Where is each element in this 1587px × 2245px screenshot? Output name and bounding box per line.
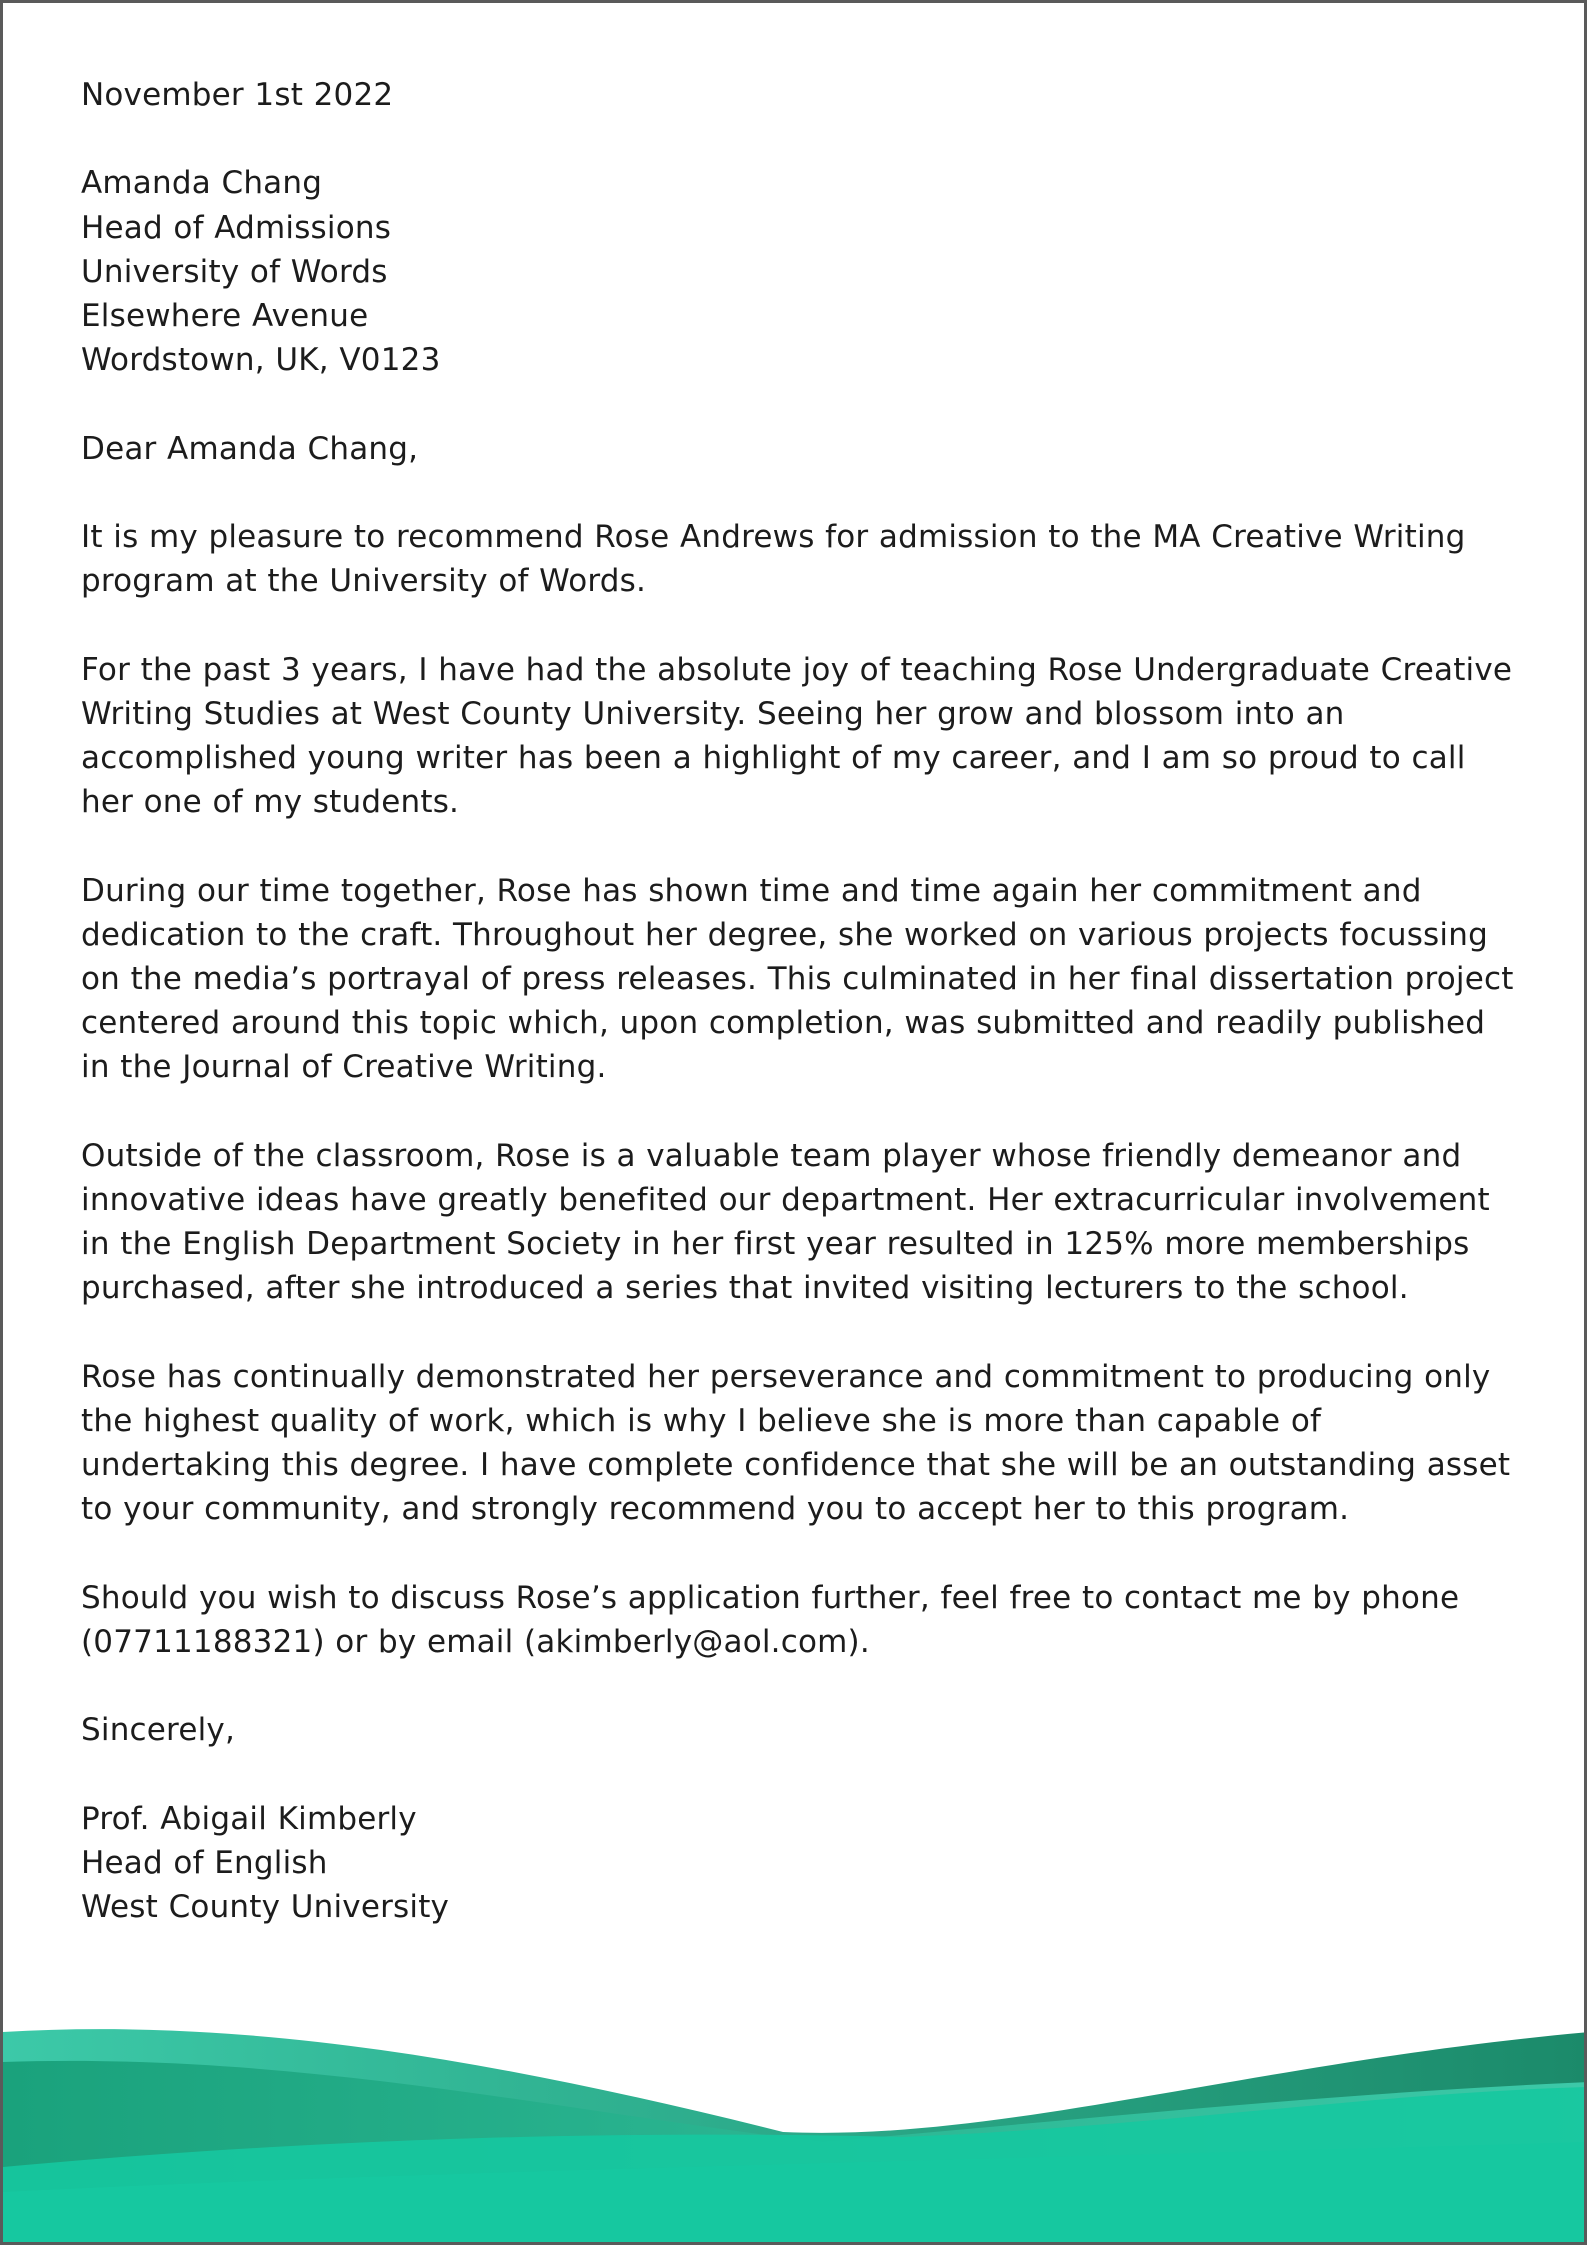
paragraph-4: Outside of the classroom, Rose is a valuable team player whose friendly demeanor and innovative ideas have greatly benefited our department. Her extracurricular involvement in the English Department Society in her first year resulted in 125% more memberships purchased, after she introduced a series that invited visiting lecturers to the school. <box>81 1137 1490 1307</box>
letter-body <box>81 73 1521 1974</box>
signature-title: Head of English <box>81 1844 328 1881</box>
letter-date: November 1st 2022 <box>81 77 394 113</box>
recipient-institution: University of Words <box>81 253 388 290</box>
paragraph-5: Rose has continually demonstrated her perseverance and commitment to producing only the highest quality of work, which is why I believe she is more than capable of undertaking this degree. I have complete confidence that she will be an outstanding asset to your community, and strongly recommend you to accept her to this program. <box>81 1358 1511 1528</box>
closing: Sincerely, <box>81 1712 236 1749</box>
recipient-street: Elsewhere Avenue <box>81 298 369 334</box>
signature-block <box>81 1797 1521 1930</box>
signature-name: Prof. Abigail Kimberly <box>81 1800 417 1837</box>
signature-institution: West County University <box>81 1889 450 1926</box>
footer-wave-decoration <box>3 1992 1587 2242</box>
paragraph-3: During our time together, Rose has shown time and time again her commitment and dedication to the craft. Throughout her degree, she worked on various projects focussing on the media’s portrayal of press releases. This culminated in her final dissertation project centered around this topic which, upon completion, was submitted and readily published in the Journal of Creative Writing. <box>81 872 1514 1086</box>
paragraph-6: Should you wish to discuss Rose’s application further, feel free to contact me by phone (07711188321) or by email (akimberly@aol.com). <box>81 1579 1460 1660</box>
paragraph-1: It is my pleasure to recommend Rose Andrews for admission to the MA Creative Writing program at the University of Words. <box>81 518 1466 600</box>
recipient-address <box>81 161 1521 382</box>
paragraph-2: For the past 3 years, I have had the absolute joy of teaching Rose Undergraduate Creative Writing Studies at West County University. Seeing her grow and blossom into an accomplished young writer has been a highlight of my career, and I am so proud to call her one of my students. <box>81 651 1513 821</box>
recipient-title: Head of Admissions <box>81 209 392 246</box>
salutation: Dear Amanda Chang, <box>81 430 419 467</box>
recipient-city: Wordstown, UK, V0123 <box>81 342 441 379</box>
recipient-name: Amanda Chang <box>81 165 323 202</box>
